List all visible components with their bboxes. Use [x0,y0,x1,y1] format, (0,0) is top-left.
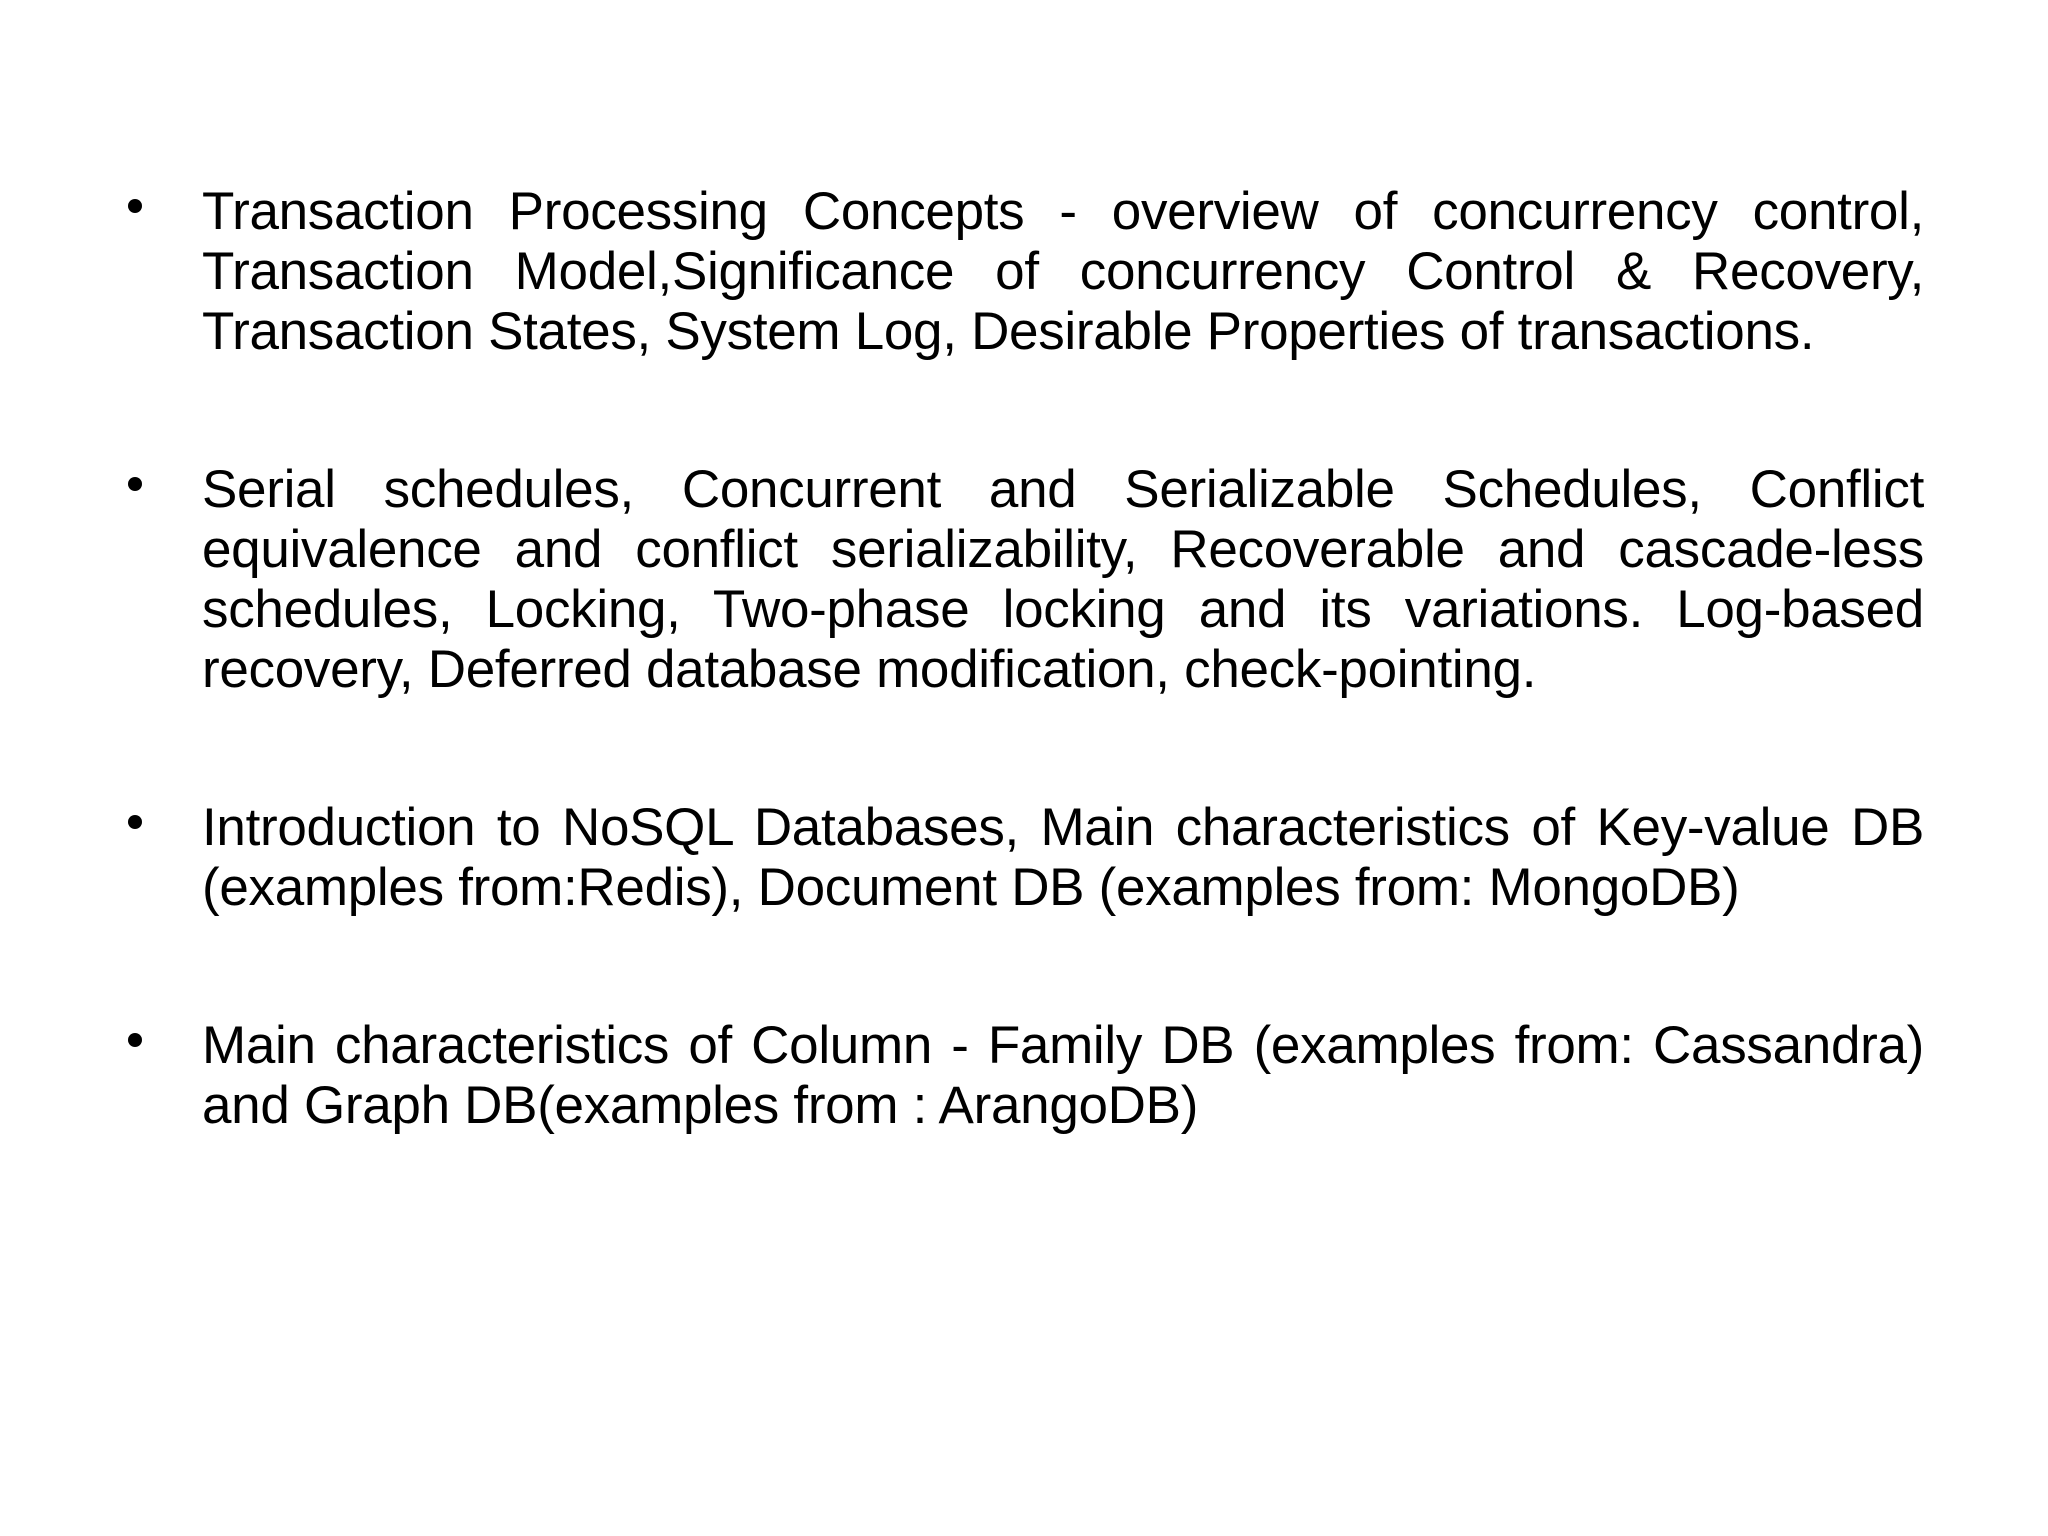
bullet-dot-icon [128,199,142,213]
bullet-text: Introduction to NoSQL Databases, Main characteristics of Key-value DB (examples from:Redis), Document DB (examples from: MongoDB) [202,798,1924,917]
bullet-text: Serial schedules, Concurrent and Serializable Schedules, Conflict equivalence and conflict serializability, Recoverable and cascade-less schedules, Locking, Two-phase locking and its variations. Log-based recovery, Deferred database modification, check-pointing. [202,460,1924,699]
bullet-dot-icon [128,477,142,491]
bullet-item-nosql-intro [124,798,1924,918]
bullet-dot-icon [128,1033,142,1047]
bullet-text: Transaction Processing Concepts - overview of concurrency control, Transaction Model,Significance of concurrency Control & Recovery, Transaction States, System Log, Desirable Properties of transactions. [202,182,1924,361]
bullet-list [124,182,1924,1234]
bullet-dot-icon [128,815,142,829]
bullet-item-column-graph-db [124,1016,1924,1136]
bullet-text: Main characteristics of Column - Family DB (examples from: Cassandra) and Graph DB(examples from : ArangoDB) [202,1016,1924,1135]
bullet-item-transaction-processing [124,182,1924,362]
bullet-item-schedules-locking [124,460,1924,700]
